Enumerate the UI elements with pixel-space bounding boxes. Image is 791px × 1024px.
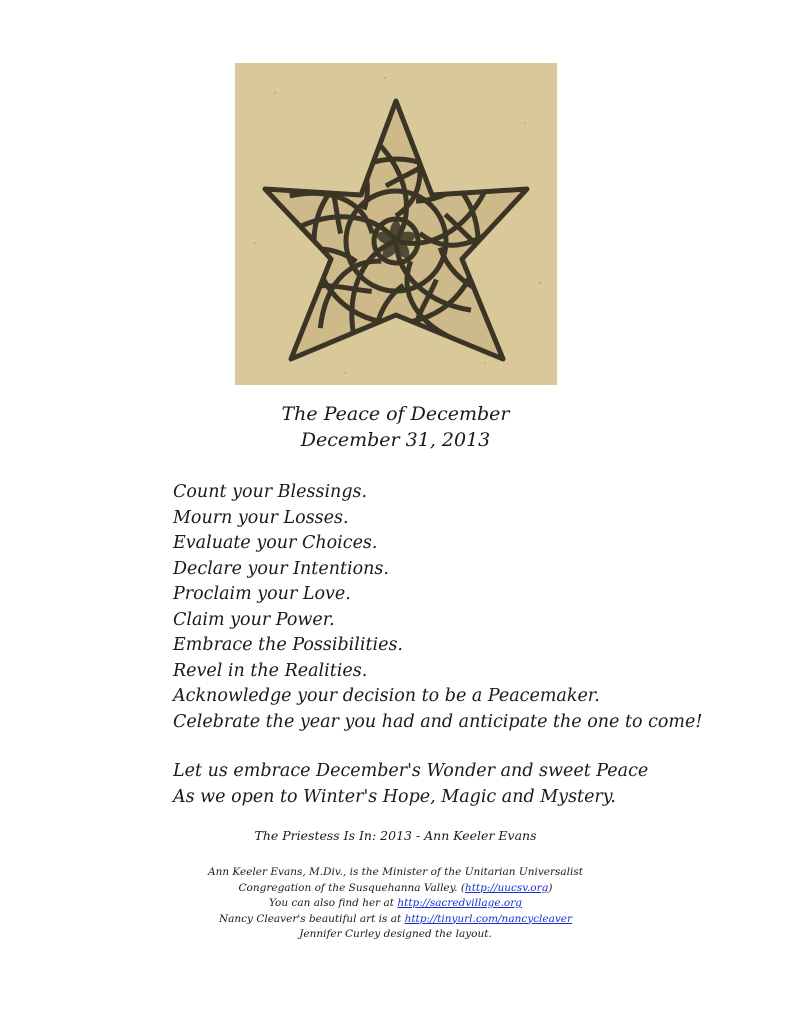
poem-line: Mourn your Losses.	[173, 507, 349, 528]
page-title: The Peace of December	[281, 403, 510, 425]
poem-line: Embrace the Possibilities.	[173, 635, 403, 655]
nancycleaver-link[interactable]: http://tinyurl.com/nancycleaver	[404, 912, 573, 925]
poem-line: Let us embrace December's Wonder and sweet Peace	[173, 761, 649, 781]
poem-line: Revel in the Realities.	[173, 660, 368, 681]
author-credit: The Priestess Is In: 2013 - Ann Keeler Evans	[254, 828, 537, 843]
poem-line: Celebrate the year you had and anticipate the one to come!	[173, 711, 703, 732]
uucsv-link[interactable]: http://uucsv.org	[464, 881, 549, 894]
poem-line: Declare your Intentions.	[173, 558, 389, 579]
poem-line: Evaluate your Choices.	[173, 533, 378, 553]
star-artwork	[235, 63, 557, 385]
poem-line: As we open to Winter's Hope, Magic and Mystery.	[173, 786, 616, 807]
poem-line: Acknowledge your decision to be a Peacemaker.	[173, 686, 600, 706]
star-mandala-icon	[235, 63, 557, 385]
art-credit-line: Nancy Cleaver's beautiful art is at http://tinyurl.com/nancycleaver	[218, 912, 573, 925]
bio-line: Ann Keeler Evans, M.Div., is the Minister of the Unitarian Universalist	[207, 866, 583, 878]
bio-line: You can also find her at http://sacredvillage.org	[269, 897, 522, 909]
poem-line: Proclaim your Love.	[173, 584, 351, 604]
stanza-break	[173, 735, 773, 759]
layout-credit-line: Jennifer Curley designed the layout.	[299, 928, 492, 940]
poem-line: Claim your Power.	[173, 609, 335, 630]
page-date: December 31, 2013	[300, 429, 491, 451]
footer-notes	[0, 865, 791, 943]
sacredvillage-link[interactable]: http://sacredvillage.org	[397, 897, 522, 909]
bio-line: Congregation of the Susquehanna Valley. (http://uucsv.org)	[238, 881, 553, 894]
poem	[173, 480, 773, 810]
poem-line: Count your Blessings.	[173, 482, 368, 502]
